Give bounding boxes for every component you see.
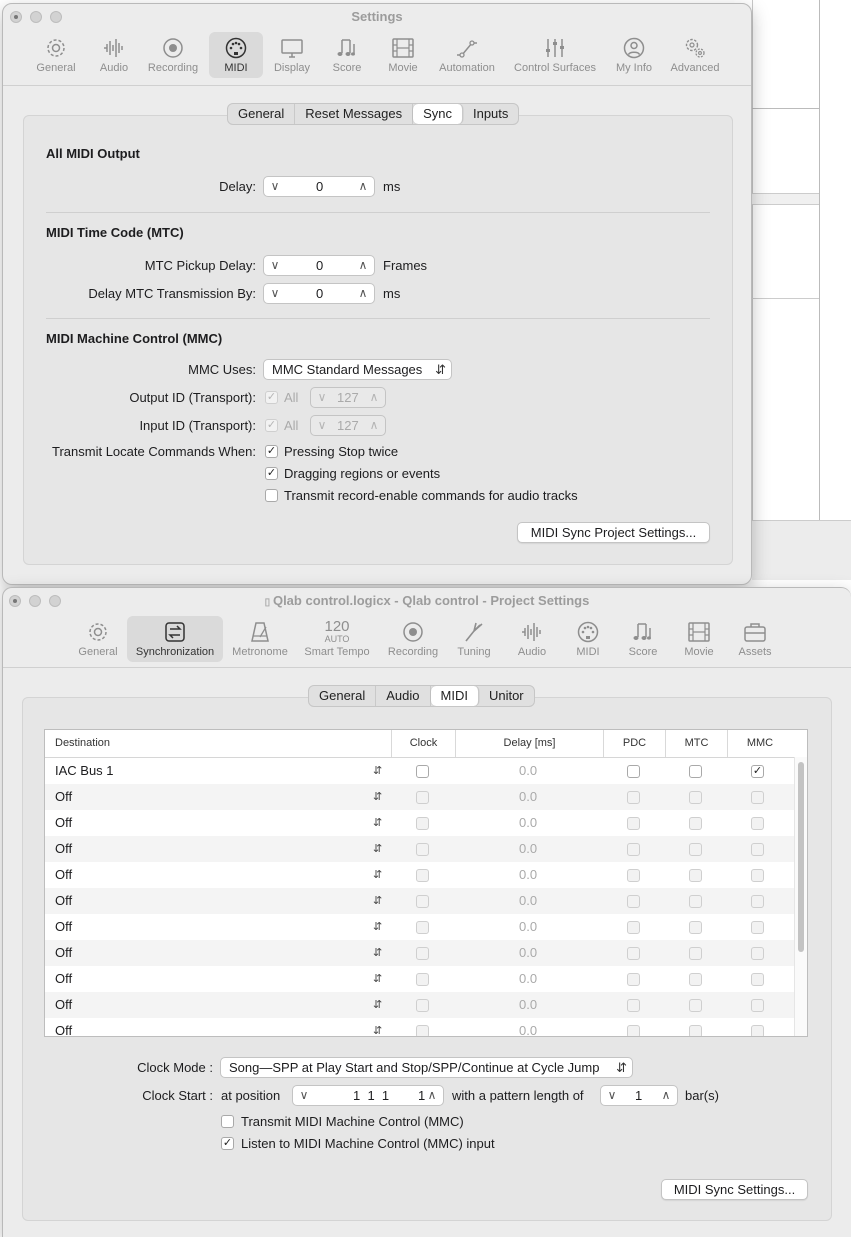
mmc-uses-label: MMC Uses: [188,362,256,377]
table-row[interactable] [45,1018,807,1037]
tab-unitor[interactable]: Unitor [488,688,524,703]
mmc-checkbox[interactable] [751,1025,764,1037]
mtc-checkbox[interactable] [689,817,702,830]
mmc-checkbox[interactable] [751,921,764,934]
column-mmc[interactable]: MMC [746,737,774,749]
delay-cell[interactable]: 0.0 [519,867,538,882]
table-row[interactable] [45,784,807,810]
mtc-transmit-stepper[interactable]: ∨ 0 ∧ [263,283,375,304]
pdc-checkbox[interactable] [627,791,640,804]
toolbar-midi[interactable]: MIDI [565,616,611,662]
destination-cell: IAC Bus 1 [55,763,114,778]
toolbar-assets[interactable]: Assets [731,616,779,662]
updown-chevron-icon[interactable]: ⇵ [373,765,383,777]
updown-chevron-icon[interactable]: ⇵ [373,895,383,907]
film-icon [390,36,416,60]
record-enable-label: Transmit record-enable commands for audio tracks [284,488,578,503]
tab-general[interactable]: General [309,686,376,706]
chevron-up-icon[interactable]: ∧ [358,179,368,193]
updown-chevron-icon[interactable]: ⇵ [373,921,383,933]
waveform-icon [101,36,127,60]
input-all-label: All [284,418,299,433]
toolbar-advanced[interactable]: Advanced [665,32,725,78]
section-mtc: MIDI Time Code (MTC) [46,225,184,240]
mtc-transmit-label: Delay MTC Transmission By: [88,286,256,301]
listen-mmc-checkbox[interactable]: ✓ [222,1137,233,1149]
mmc-checkbox[interactable] [751,895,764,908]
toolbar-smart-tempo[interactable]: 120 AUTO Smart Tempo [299,616,375,662]
pdc-checkbox[interactable] [627,921,640,934]
pdc-checkbox[interactable] [627,843,640,856]
locate-label: Transmit Locate Commands When: [52,444,256,459]
mtc-pickup-label: MTC Pickup Delay: [144,258,256,273]
input-id-label: Input ID (Transport): [139,418,256,433]
clock-checkbox[interactable] [416,843,429,856]
mmc-checkbox[interactable]: ✓ [752,765,763,777]
delay-cell[interactable]: 0.0 [519,919,538,934]
destination-cell: Off [55,867,73,882]
table-row[interactable] [45,940,807,966]
listen-mmc-label: Listen to MIDI Machine Control (MMC) input [241,1136,495,1151]
tab-inputs[interactable]: Inputs [472,106,509,121]
column-clock[interactable]: Clock [392,730,456,757]
clock-checkbox[interactable] [416,999,429,1012]
clock-checkbox[interactable] [416,765,429,778]
updown-chevron-icon[interactable]: ⇵ [373,869,383,881]
chevron-down-icon[interactable]: ∨ [607,1088,617,1102]
mmc-checkbox[interactable] [751,817,764,830]
mtc-checkbox[interactable] [689,999,702,1012]
clock-mode-label: Clock Mode : [137,1060,213,1075]
toolbar-movie[interactable]: Movie [675,616,723,662]
clock-checkbox[interactable] [416,947,429,960]
mtc-checkbox[interactable] [689,973,702,986]
destination-cell: Off [55,1023,73,1037]
document-icon: ▯ [264,597,273,608]
updown-chevron-icon[interactable]: ⇵ [373,947,383,959]
pdc-checkbox[interactable] [627,1025,640,1037]
notes-icon [630,620,656,644]
window-title: ▯ Qlab control.logicx - Qlab control - Project Settings [264,593,590,608]
column-delay[interactable]: Delay [ms] [456,730,604,757]
midi-port-icon [575,620,601,644]
table-row[interactable] [45,888,807,914]
mtc-checkbox[interactable] [689,921,702,934]
chevron-down-icon[interactable]: ∨ [270,179,280,193]
pdc-checkbox[interactable] [627,765,640,778]
destination-cell: Off [55,997,73,1012]
section-mmc: MIDI Machine Control (MMC) [46,331,223,346]
output-id-label: Output ID (Transport): [129,390,256,405]
mmc-checkbox[interactable] [751,973,764,986]
column-mtc[interactable]: MTC [666,730,728,757]
mmc-checkbox[interactable] [751,791,764,804]
chevron-up-icon[interactable]: ∧ [358,258,368,272]
film-icon [686,620,712,644]
clock-start-label: Clock Start : [142,1088,213,1103]
clock-checkbox[interactable] [416,921,429,934]
delay-cell[interactable]: 0.0 [519,763,538,778]
delay-cell[interactable]: 0.0 [519,971,538,986]
section-all-midi-output: All MIDI Output [46,146,140,161]
project-toolbar [3,614,851,664]
settings-toolbar [3,30,751,80]
toolbar-general[interactable]: General [31,32,81,78]
toolbar-recording[interactable]: Recording [143,32,203,78]
record-icon [400,620,426,644]
destination-cell: Off [55,919,73,934]
input-id-stepper[interactable]: ∨ 127 ∧ [310,415,386,436]
pdc-checkbox[interactable] [627,869,640,882]
output-all-label: All [284,390,299,405]
toolbar-midi[interactable]: MIDI [209,32,263,78]
toolbar-synchronization[interactable]: Synchronization [127,616,223,662]
table-row[interactable] [45,992,807,1018]
bars-label: bar(s) [685,1088,719,1103]
transmit-mmc-checkbox[interactable] [221,1115,234,1128]
updown-chevron-icon[interactable]: ⇵ [373,1025,383,1037]
background-window [752,0,851,520]
delay-stepper[interactable]: ∨ 0 ∧ [263,176,375,197]
toolbar-control-surfaces[interactable]: Control Surfaces [507,32,603,78]
updown-chevron-icon[interactable]: ⇵ [373,817,383,829]
clock-checkbox[interactable] [416,869,429,882]
toolbar-automation[interactable]: Automation [433,32,501,78]
delay-label: Delay: [219,179,256,194]
pressing-stop-checkbox[interactable]: ✓ [266,445,277,457]
mtc-checkbox[interactable] [689,843,702,856]
toolbar-tuning[interactable]: Tuning [451,616,497,662]
midi-destination-table [44,729,808,1037]
person-icon [621,36,647,60]
delay-unit: ms [383,179,401,194]
pdc-checkbox[interactable] [627,999,640,1012]
project-tabs [308,685,535,707]
sync-icon [162,620,188,644]
chevron-up-icon[interactable]: ∧ [369,418,379,432]
column-destination[interactable]: Destination [45,730,392,757]
chevron-down-icon[interactable]: ∨ [270,258,280,272]
tab-audio[interactable]: Audio [376,686,430,706]
pdc-checkbox[interactable] [627,817,640,830]
toolbar-display[interactable]: Display [267,32,317,78]
mtc-checkbox[interactable] [689,791,702,804]
midi-sync-settings-button[interactable]: MIDI Sync Settings... [661,1179,808,1200]
delay-cell[interactable]: 0.0 [519,789,538,804]
delay-cell[interactable]: 0.0 [519,893,538,908]
toolbar-score[interactable]: Score [619,616,667,662]
gears-icon [682,36,708,60]
destination-cell: Off [55,971,73,986]
destination-cell: Off [55,945,73,960]
metronome-icon [247,620,273,644]
updown-chevron-icon[interactable]: ⇵ [373,843,383,855]
chevron-down-icon[interactable]: ∨ [317,418,327,432]
automation-icon [454,36,480,60]
updown-chevron-icon[interactable]: ⇵ [373,973,383,985]
mmc-checkbox[interactable] [751,869,764,882]
pdc-checkbox[interactable] [627,895,640,908]
mmc-uses-popup[interactable]: MMC Standard Messages ⇵ [263,359,452,380]
chevron-down-icon[interactable]: ∨ [317,390,327,404]
toolbar-metronome[interactable]: Metronome [227,616,293,662]
table-row[interactable] [45,758,807,784]
dragging-label: Dragging regions or events [284,466,441,481]
toolbar-movie[interactable]: Movie [379,32,427,78]
delay-cell[interactable]: 0.0 [519,997,538,1012]
pdc-checkbox[interactable] [627,973,640,986]
position-stepper[interactable]: ∨ 1 1 1 1 ∧ [292,1085,444,1106]
table-row[interactable] [45,836,807,862]
pdc-checkbox[interactable] [627,947,640,960]
clock-checkbox[interactable] [416,817,429,830]
output-id-stepper[interactable]: ∨ 127 ∧ [310,387,386,408]
mtc-checkbox[interactable] [689,765,702,778]
output-all-checkbox[interactable]: ✓ [266,391,277,403]
tempo-icon: 120 AUTO [324,618,350,644]
destination-cell: Off [55,789,73,804]
midi-sync-project-settings-button[interactable]: MIDI Sync Project Settings... [517,522,710,543]
chevron-up-icon[interactable]: ∧ [661,1088,671,1102]
delay-cell[interactable]: 0.0 [519,815,538,830]
clock-checkbox[interactable] [416,791,429,804]
midi-port-icon [223,36,249,60]
tuning-fork-icon [461,620,487,644]
settings-tabs [227,103,519,125]
mtc-pickup-unit: Frames [383,258,428,273]
updown-chevron-icon[interactable]: ⇵ [373,999,383,1011]
toolbar-score[interactable]: Score [323,32,371,78]
delay-cell[interactable]: 0.0 [519,841,538,856]
mtc-checkbox[interactable] [689,869,702,882]
delay-cell[interactable]: 0.0 [519,1023,538,1037]
table-row[interactable] [45,810,807,836]
tab-sync[interactable]: Sync [413,104,463,124]
mtc-pickup-stepper[interactable]: ∨ 0 ∧ [263,255,375,276]
clock-checkbox[interactable] [416,1025,429,1037]
chevron-up-icon[interactable]: ∧ [369,390,379,404]
window-title: Settings [351,9,403,24]
pressing-stop-label: Pressing Stop twice [284,444,399,459]
delay-cell[interactable]: 0.0 [519,945,538,960]
updown-chevron-icon: ⇵ [435,362,446,377]
toolbar-audio[interactable]: Audio [509,616,555,662]
display-icon [279,36,305,60]
mmc-checkbox[interactable] [751,999,764,1012]
pattern-length-label: with a pattern length of [452,1088,584,1103]
mmc-checkbox[interactable] [751,947,764,960]
pattern-length-stepper[interactable]: ∨ 1 ∧ [600,1085,678,1106]
record-icon [160,36,186,60]
dragging-checkbox[interactable]: ✓ [266,467,277,479]
clock-checkbox[interactable] [416,973,429,986]
toolbar-audio[interactable]: Audio [91,32,137,78]
table-row[interactable] [45,862,807,888]
clock-checkbox[interactable] [416,895,429,908]
destination-cell: Off [55,841,73,856]
updown-chevron-icon: ⇵ [616,1060,627,1075]
mtc-transmit-unit: ms [383,286,401,301]
column-pdc[interactable]: PDC [604,730,666,757]
at-position-label: at position [221,1088,281,1103]
updown-chevron-icon[interactable]: ⇵ [373,791,383,803]
notes-icon [334,36,360,60]
settings-window [2,3,752,585]
toolbar-my-info[interactable]: My Info [609,32,659,78]
table-scrollbar-thumb[interactable] [798,762,804,952]
chevron-up-icon[interactable]: ∧ [427,1088,437,1102]
mtc-checkbox[interactable] [689,895,702,908]
toolbar-recording[interactable]: Recording [383,616,443,662]
destination-cell: Off [55,815,73,830]
chevron-down-icon[interactable]: ∨ [270,286,280,300]
input-all-checkbox[interactable]: ✓ [266,419,277,431]
chevron-up-icon[interactable]: ∧ [358,286,368,300]
briefcase-icon [742,620,768,644]
toolbar-general[interactable]: General [73,616,123,662]
waveform-icon [519,620,545,644]
mtc-checkbox[interactable] [689,947,702,960]
table-row[interactable] [45,914,807,940]
mmc-checkbox[interactable] [751,843,764,856]
clock-mode-popup[interactable]: Song—SPP at Play Start and Stop/SPP/Continue at Cycle Jump ⇵ [220,1057,633,1078]
tab-general[interactable]: General [228,104,295,124]
record-enable-checkbox[interactable] [265,489,278,502]
gear-icon [85,620,111,644]
mtc-checkbox[interactable] [689,1025,702,1037]
chevron-down-icon[interactable]: ∨ [299,1088,309,1102]
tab-midi[interactable]: MIDI [431,686,479,706]
sliders-icon [542,36,568,60]
tab-reset-messages[interactable]: Reset Messages [295,104,413,124]
transmit-mmc-label: Transmit MIDI Machine Control (MMC) [241,1114,464,1129]
destination-cell: Off [55,893,73,908]
gear-icon [43,36,69,60]
table-row[interactable] [45,966,807,992]
